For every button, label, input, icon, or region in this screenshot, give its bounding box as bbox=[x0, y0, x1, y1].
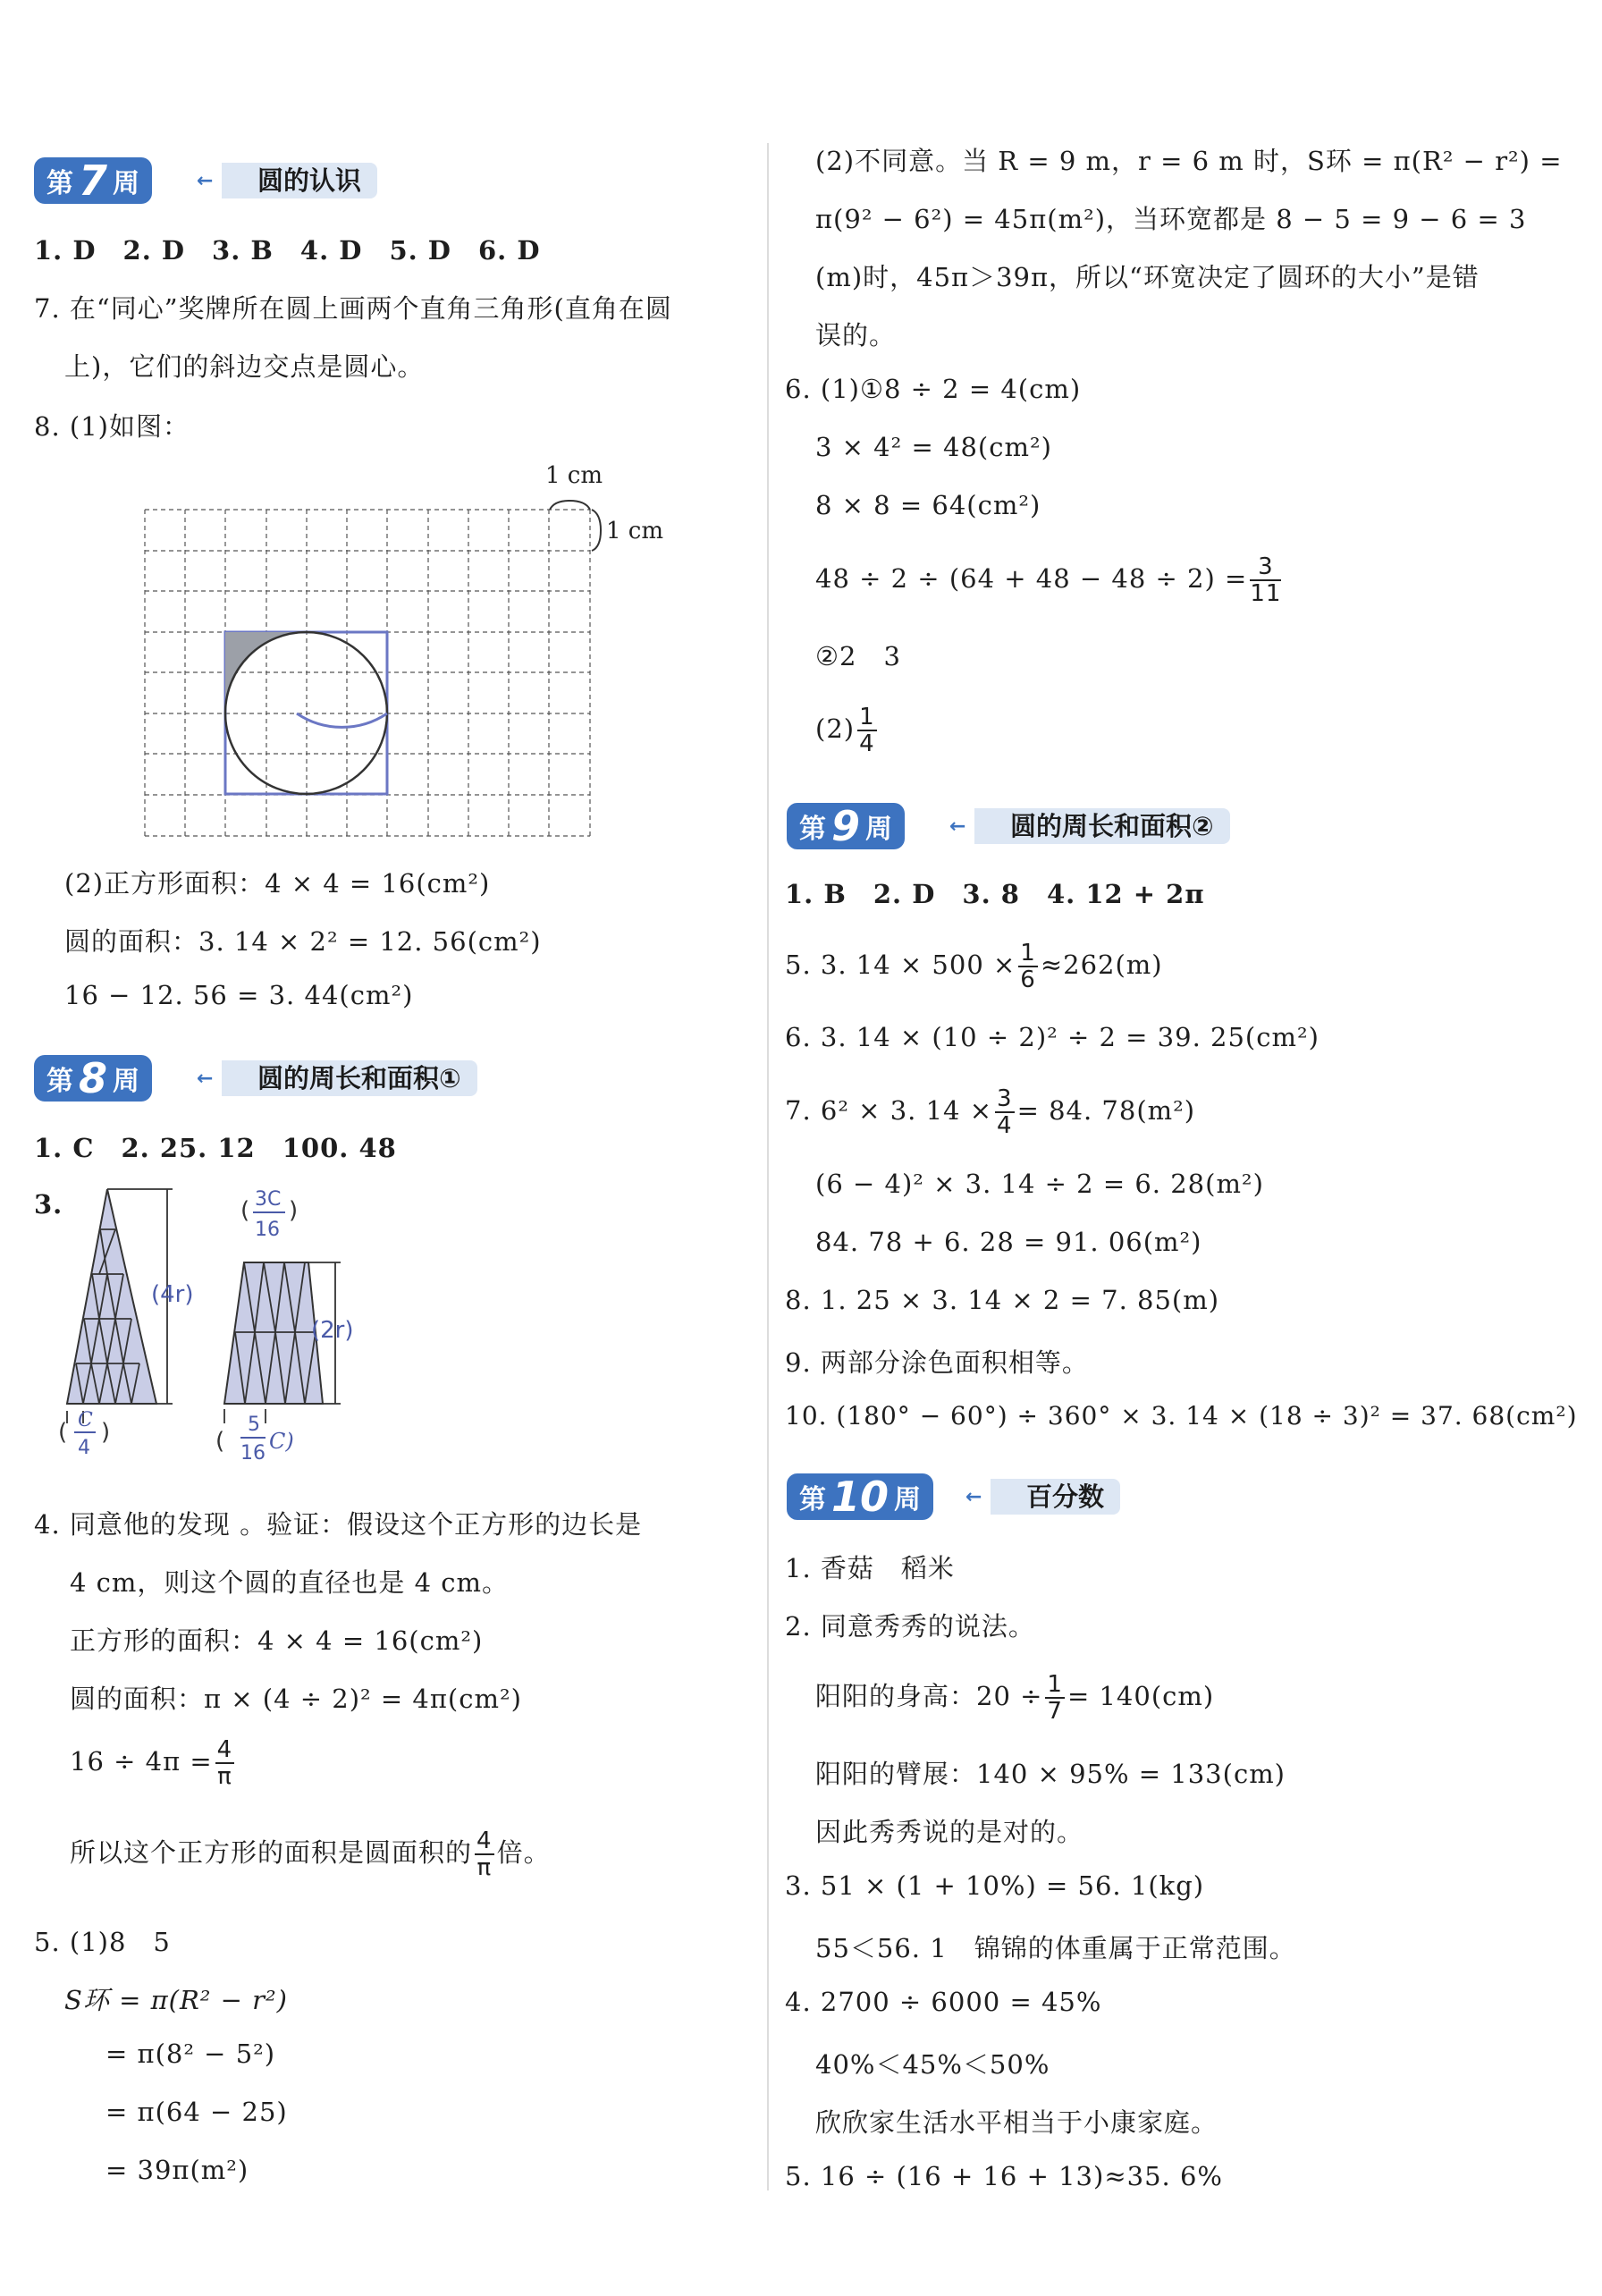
svg-text:(: ( bbox=[240, 1197, 250, 1224]
arrow-icon: ← bbox=[197, 1068, 214, 1090]
w8-q4-2: 4 cm，则这个圆的直径也是 4 cm。 bbox=[70, 1567, 510, 1598]
week7-topic: 圆的认识 bbox=[222, 163, 377, 198]
label-top: 1 cm bbox=[545, 465, 603, 489]
w8-q4-3: 正方形的面积：4 × 4 = 16(cm²) bbox=[70, 1625, 484, 1656]
week7-badge: 第 7 周 bbox=[34, 157, 152, 204]
grid-circle-figure bbox=[134, 465, 688, 840]
grid-lines bbox=[145, 510, 590, 836]
svg-text:5: 5 bbox=[248, 1414, 260, 1436]
w8-q5-2: S环 = π(R² − r²) bbox=[64, 1985, 288, 2015]
w10-q2-4: 因此秀秀说的是对的。 bbox=[815, 1817, 1084, 1847]
arrow-icon: ← bbox=[949, 815, 966, 838]
r-q6-4: 48 ÷ 2 ÷ (64 + 48 − 48 ÷ 2) = $\frac{3}{11}$ bbox=[815, 553, 1282, 607]
week9-topic: 圆的周长和面积② bbox=[974, 808, 1230, 844]
week8-header bbox=[34, 1055, 490, 1102]
svg-text:C): C) bbox=[269, 1429, 294, 1454]
r-q5-5: 误的。 bbox=[815, 320, 897, 350]
week9-header bbox=[787, 803, 1252, 849]
svg-text:4: 4 bbox=[78, 1437, 90, 1459]
r-q6: 6. (1)①8 ÷ 2 = 4(cm) bbox=[785, 374, 1082, 404]
w7-q7-cont: 上)，它们的斜边交点是圆心。 bbox=[64, 351, 425, 382]
top-brace bbox=[550, 501, 590, 510]
week10-topic: 百分数 bbox=[991, 1479, 1120, 1515]
w9-q10: 10. (180° − 60°) ÷ 360° × 3. 14 × (18 ÷ 3)² = 37. 68(cm²) bbox=[785, 1401, 1578, 1431]
arrow-icon: ← bbox=[197, 170, 214, 192]
w9-q7: 7. 6² × 3. 14 × $\frac{3}{4}$ = 84. 78(m²) bbox=[785, 1085, 1196, 1139]
figure-a bbox=[58, 1189, 194, 1459]
week10-header bbox=[787, 1473, 1162, 1520]
svg-text:(4r): (4r) bbox=[151, 1281, 194, 1308]
week7-header bbox=[34, 157, 400, 204]
w8-q5: 5. (1)8 5 bbox=[34, 1927, 171, 1957]
w10-q2: 2. 同意秀秀的说法。 bbox=[785, 1611, 1035, 1642]
w8-q5-3: = π(8² − 5²) bbox=[105, 2039, 276, 2069]
w9-q9: 9. 两部分涂色面积相等。 bbox=[785, 1347, 1089, 1378]
r-q5-3: π(9² − 6²) = 45π(m²)，当环宽都是 8 − 5 = 9 − 6 = 3 bbox=[815, 204, 1527, 234]
w7-answers: 1. D 2. D 3. B 4. D 5. D 6. D bbox=[34, 235, 541, 266]
w9-q7-3: 84. 78 + 6. 28 = 91. 06(m²) bbox=[815, 1227, 1202, 1257]
week8-badge: 第 8 周 bbox=[34, 1055, 152, 1102]
svg-text:): ) bbox=[101, 1419, 111, 1446]
w9-answers: 1. B 2. D 3. 8 4. 12 + 2π bbox=[785, 879, 1205, 909]
r-q6-5: ②2 3 bbox=[815, 641, 901, 671]
w9-q6: 6. 3. 14 × (10 ÷ 2)² ÷ 2 = 39. 25(cm²) bbox=[785, 1022, 1320, 1052]
svg-text:16: 16 bbox=[240, 1442, 266, 1465]
svg-text:(: ( bbox=[215, 1428, 225, 1455]
svg-text:(: ( bbox=[58, 1419, 68, 1446]
r-q5-2: (2)不同意。当 R = 9 m，r = 6 m 时，S环 = π(R² − r²) = bbox=[815, 146, 1563, 176]
svg-text:16: 16 bbox=[255, 1219, 280, 1241]
w10-q5: 5. 16 ÷ (16 + 16 + 13)≈35. 6% bbox=[785, 2161, 1223, 2191]
svg-text:C: C bbox=[78, 1409, 93, 1431]
side-brace bbox=[592, 510, 601, 551]
w8-q5-5: = 39π(m²) bbox=[105, 2155, 249, 2185]
w10-q1: 1. 香菇 稻米 bbox=[785, 1553, 955, 1583]
w7-q8-4: 16 − 12. 56 = 3. 44(cm²) bbox=[64, 980, 414, 1010]
w9-q5: 5. 3. 14 × 500 × $\frac{1}{6}$ ≈262(m) bbox=[785, 940, 1163, 993]
figure-b bbox=[201, 1188, 354, 1465]
w10-q2-2: 阳阳的身高：20 ÷ $\frac{1}{7}$ = 140(cm) bbox=[815, 1671, 1215, 1725]
w10-q2-3: 阳阳的臂展：140 × 95% = 133(cm) bbox=[815, 1759, 1286, 1789]
r-q6-2: 3 × 4² = 48(cm²) bbox=[815, 432, 1052, 462]
w7-q8: 8. (1)如图： bbox=[34, 411, 190, 442]
week8-topic: 圆的周长和面积① bbox=[222, 1060, 477, 1096]
w8-q4-4: 圆的面积：π × (4 ÷ 2)² = 4π(cm²) bbox=[70, 1684, 522, 1714]
w7-q8-3: 圆的面积：3. 14 × 2² = 12. 56(cm²) bbox=[64, 926, 542, 957]
w8-q5-4: = π(64 − 25) bbox=[105, 2097, 288, 2127]
w8-q4-6: 所以这个正方形的面积是圆面积的 $\frac{4}{\pi}$ 倍。 bbox=[70, 1828, 551, 1881]
r-q6-6: (2) $\frac{1}{4}$ bbox=[815, 704, 875, 757]
r-q6-3: 8 × 8 = 64(cm²) bbox=[815, 490, 1041, 520]
w9-q8: 8. 1. 25 × 3. 14 × 2 = 7. 85(m) bbox=[785, 1285, 1220, 1315]
w8-answers: 1. C 2. 25. 12 100. 48 bbox=[34, 1133, 397, 1163]
w10-q4-3: 欣欣家生活水平相当于小康家庭。 bbox=[815, 2107, 1218, 2138]
svg-text:3C: 3C bbox=[255, 1188, 282, 1211]
week9-badge: 第 9 周 bbox=[787, 803, 905, 849]
svg-text:(2r): (2r) bbox=[311, 1317, 354, 1344]
column-divider bbox=[767, 143, 769, 2190]
w10-q4-2: 40%＜45%＜50% bbox=[815, 2049, 1050, 2080]
w8-q3: 3. bbox=[34, 1189, 63, 1220]
cut-circle-figures bbox=[58, 1180, 469, 1475]
w10-q3-2: 55＜56. 1 锦锦的体重属于正常范围。 bbox=[815, 1933, 1296, 1963]
w7-q8-2: (2)正方形面积：4 × 4 = 16(cm²) bbox=[64, 868, 491, 899]
svg-text:): ) bbox=[289, 1197, 299, 1224]
arrow-icon: ← bbox=[965, 1486, 982, 1508]
week10-badge: 第 10 周 bbox=[787, 1473, 933, 1520]
r-q5-4: (m)时，45π＞39π，所以“环宽决定了圆环的大小”是错 bbox=[815, 262, 1480, 292]
w10-q4: 4. 2700 ÷ 6000 = 45% bbox=[785, 1987, 1102, 2017]
w8-q4: 4. 同意他的发现 。验证：假设这个正方形的边长是 bbox=[34, 1509, 643, 1540]
w7-q7: 7. 在“同心”奖牌所在圆上画两个直角三角形(直角在圆 bbox=[34, 293, 672, 324]
label-side: 1 cm bbox=[606, 518, 664, 544]
w10-q3: 3. 51 × (1 + 10%) = 56. 1(kg) bbox=[785, 1870, 1205, 1901]
w8-q4-5: 16 ÷ 4π = $\frac{4}{\pi}$ bbox=[70, 1736, 233, 1790]
w9-q7-2: (6 − 4)² × 3. 14 ÷ 2 = 6. 28(m²) bbox=[815, 1169, 1264, 1199]
